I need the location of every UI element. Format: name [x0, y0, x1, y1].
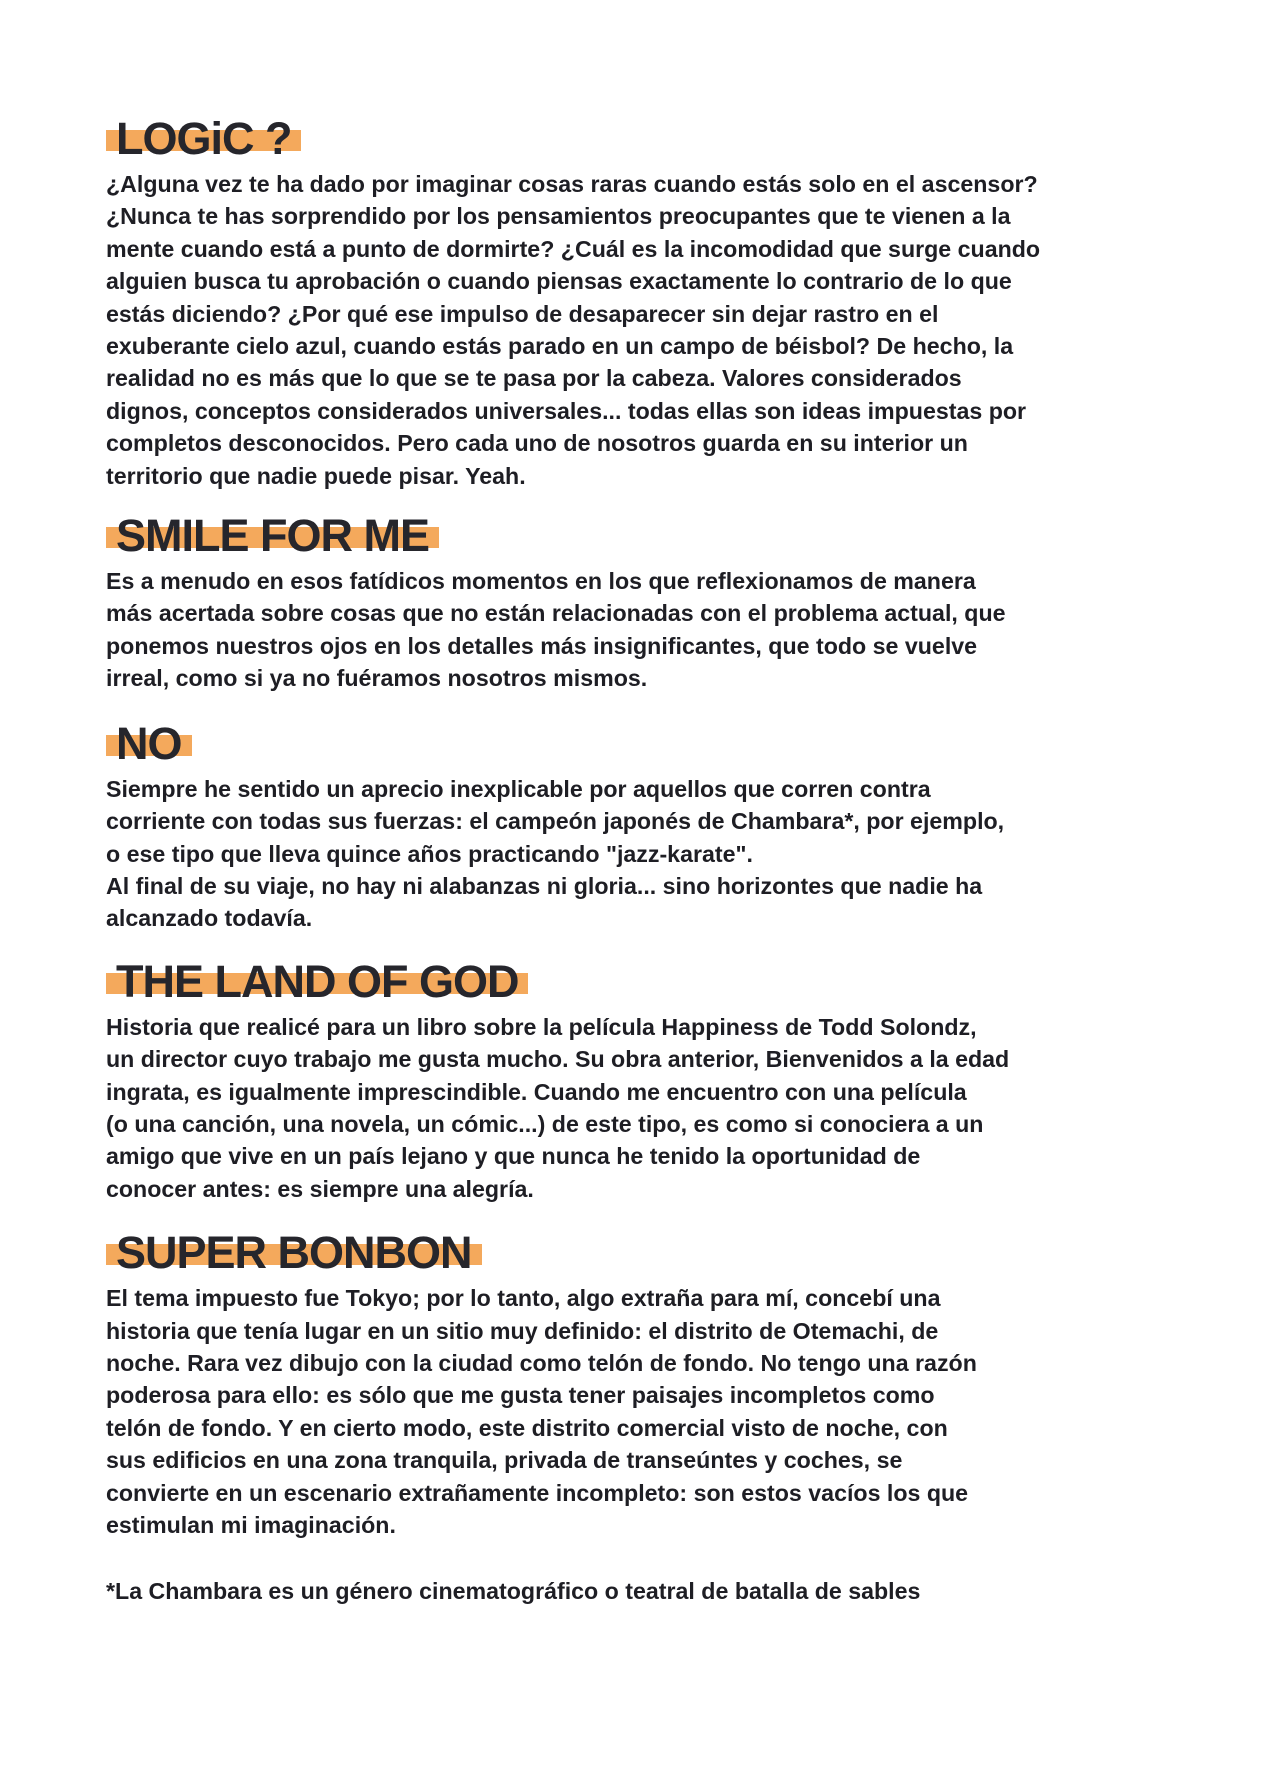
section-title-smile-for-me: SMILE FOR ME — [116, 510, 429, 562]
section-heading — [106, 1226, 482, 1280]
section-the-land-of-god — [106, 955, 1146, 1205]
section-title-the-land-of-god: THE LAND OF GOD — [116, 955, 519, 1007]
text-line: un director cuyo trabajo me gusta mucho. Su obra anterior, Bienvenidos a la edad — [106, 1046, 1010, 1073]
text-line: noche. Rara vez dibujo con la ciudad como telón de fondo. No tengo una razón — [106, 1349, 977, 1376]
section-logic — [106, 112, 1146, 492]
text-line: Siempre he sentido un aprecio inexplicable por aquellos que corren contra — [106, 775, 931, 802]
section-body-the-land-of-god — [106, 1011, 1146, 1205]
section-body-smile-for-me — [106, 565, 1146, 695]
text-line: irreal, como si ya no fuéramos nosotros mismos. — [106, 665, 648, 692]
section-body-no — [106, 773, 1146, 935]
text-line: estás diciendo? ¿Por qué ese impulso de desaparecer sin dejar rastro en el — [106, 300, 939, 327]
text-line: dignos, conceptos considerados universales... todas ellas son ideas impuestas por — [106, 397, 1027, 424]
text-line: mente cuando está a punto de dormirte? ¿Cuál es la incomodidad que surge cuando — [106, 235, 1041, 262]
section-body-super-bonbon — [106, 1282, 1146, 1541]
section-body-logic — [106, 168, 1146, 492]
text-line: exuberante cielo azul, cuando estás parado en un campo de béisbol? De hecho, la — [106, 333, 1014, 360]
footnote: *La Chambara es un género cinematográfico o teatral de batalla de sables — [106, 1578, 921, 1605]
text-line: completos desconocidos. Pero cada uno de nosotros guarda en su interior un — [106, 430, 968, 457]
text-line: Es a menudo en esos fatídicos momentos en los que reflexionamos de manera — [106, 568, 976, 595]
text-line: ¿Alguna vez te ha dado por imaginar cosas raras cuando estás solo en el ascensor? — [106, 171, 1038, 197]
text-line: o ese tipo que lleva quince años practicando "jazz-karate". — [106, 840, 753, 867]
section-title-no: NO — [116, 717, 182, 769]
text-line: ponemos nuestros ojos en los detalles más insignificantes, que todo se vuelve — [106, 632, 978, 659]
text-line: corriente con todas sus fuerzas: el campeón japonés de Chambara*, por ejemplo, — [106, 808, 1005, 835]
text-line: estimulan mi imaginación. — [106, 1512, 396, 1538]
section-heading — [106, 955, 528, 1009]
text-line: alcanzado todavía. — [106, 905, 313, 932]
text-line: historia que tenía lugar en un sitio muy definido: el distrito de Otemachi, de — [106, 1317, 939, 1344]
section-title-logic: LOGiC ? — [116, 113, 292, 164]
text-line: sus edificios en una zona tranquila, privada de transeúntes y coches, se — [106, 1447, 903, 1474]
document-page — [106, 112, 1146, 1608]
text-line: Al final de su viaje, no hay ni alabanzas ni gloria... sino horizontes que nadie ha — [106, 872, 983, 899]
text-line: telón de fondo. Y en cierto modo, este distrito comercial visto de noche, con — [106, 1414, 948, 1441]
text-line: ¿Nunca te has sorprendido por los pensamientos preocupantes que te vienen a la — [106, 203, 1011, 230]
text-line: amigo que vive en un país lejano y que nunca he tenido la oportunidad de — [106, 1143, 921, 1170]
section-heading — [106, 112, 301, 166]
text-line: territorio que nadie puede pisar. Yeah. — [106, 462, 526, 489]
section-smile-for-me — [106, 509, 1146, 695]
text-line: El tema impuesto fue Tokyo; por lo tanto, algo extraña para mí, concebí una — [106, 1285, 941, 1312]
text-line: convierte en un escenario extrañamente incompleto: son estos vacíos los que — [106, 1479, 969, 1506]
text-line: Historia que realicé para un libro sobre la película Happiness de Todd Solondz, — [106, 1013, 977, 1040]
text-line: ingrata, es igualmente imprescindible. Cuando me encuentro con una película — [106, 1078, 967, 1105]
section-heading — [106, 717, 192, 771]
text-line: realidad no es más que lo que se te pasa por la cabeza. Valores considerados — [106, 365, 962, 392]
text-line: más acertada sobre cosas que no están relacionadas con el problema actual, que — [106, 600, 1006, 627]
section-no — [106, 717, 1146, 935]
text-line: (o una canción, una novela, un cómic...) de este tipo, es como si conociera a un — [106, 1110, 984, 1137]
text-line: conocer antes: es siempre una alegría. — [106, 1175, 534, 1202]
text-line: poderosa para ello: es sólo que me gusta tener paisajes incompletos como — [106, 1382, 935, 1409]
section-super-bonbon — [106, 1226, 1146, 1541]
section-title-super-bonbon: SUPER BONBON — [116, 1227, 472, 1279]
section-heading — [106, 509, 439, 563]
text-line: alguien busca tu aprobación o cuando piensas exactamente lo contrario de lo que — [106, 268, 1012, 295]
